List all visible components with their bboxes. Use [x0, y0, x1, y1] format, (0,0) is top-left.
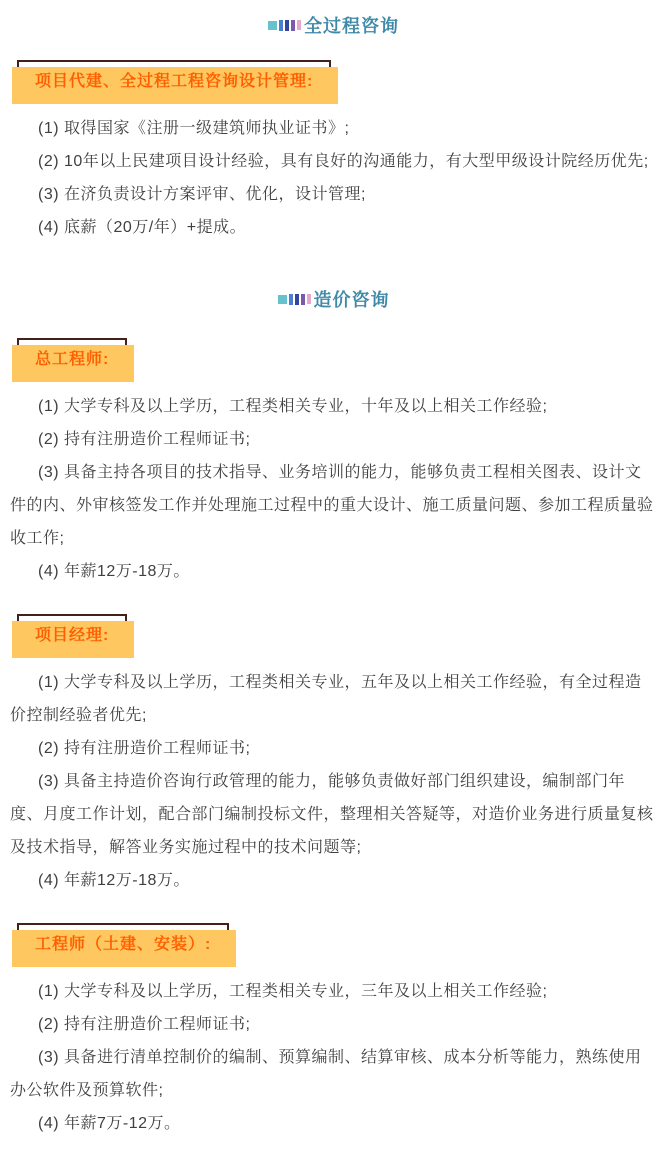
job-requirement-item: (4) 年薪12万-18万。	[38, 563, 190, 580]
section-heading-text: 全过程咨询	[304, 16, 399, 36]
job-requirements-list	[10, 390, 657, 588]
job-project-manager	[10, 614, 657, 897]
job-title-box: 总工程师:	[17, 338, 127, 378]
job-requirement-item: (4) 底薪（20万/年）+提成。	[38, 219, 247, 236]
job-requirement-item: (1) 取得国家《注册一级建筑师执业证书》;	[38, 120, 350, 137]
job-requirement-item: (3) 具备进行清单控制价的编制、预算编制、结算审核、成本分析等能力，熟练使用办公软件及预算软件;	[10, 1049, 642, 1099]
color-block	[307, 294, 311, 304]
job-requirement-item: (2) 持有注册造价工程师证书;	[38, 1016, 251, 1033]
section-heading-text: 造价咨询	[313, 290, 390, 310]
job-requirement-item: (3) 在济负责设计方案评审、优化，设计管理;	[38, 186, 366, 203]
section-heading-quanguocheng	[10, 12, 657, 38]
job-title-box: 工程师（土建、安装）:	[17, 923, 229, 963]
color-block	[268, 21, 277, 30]
job-chief-engineer	[10, 338, 657, 588]
job-requirement-item: (2) 持有注册造价工程师证书;	[38, 740, 251, 757]
job-requirement-item: (2) 10年以上民建项目设计经验，具有良好的沟通能力，有大型甲级设计院经历优先;	[38, 153, 649, 170]
job-project-agent-construction	[10, 60, 657, 244]
job-requirement-item: (1) 大学专科及以上学历，工程类相关专业，三年及以上相关工作经验;	[38, 983, 548, 1000]
color-block	[289, 294, 293, 305]
section-heading-zaojia	[10, 286, 657, 312]
job-title-box: 项目代建、全过程工程咨询设计管理:	[17, 60, 331, 100]
color-block	[301, 294, 305, 305]
job-requirement-item: (1) 大学专科及以上学历，工程类相关专业，十年及以上相关工作经验;	[38, 398, 548, 415]
color-block	[285, 20, 289, 31]
job-requirement-item: (3) 具备主持造价咨询行政管理的能力，能够负责做好部门组织建设，编制部门年度、月度工作计划，配合部门编制投标文件，整理相关答疑等，对造价业务进行质量复核及技术指导，解答业务实施过程中的技术问题等;	[10, 773, 654, 856]
job-requirement-item: (2) 持有注册造价工程师证书;	[38, 431, 251, 448]
color-block	[297, 20, 301, 30]
color-blocks-icon	[278, 294, 311, 305]
color-block	[278, 295, 287, 304]
job-engineer-civil-installation	[10, 923, 657, 1140]
color-blocks-icon	[268, 20, 301, 31]
job-requirement-item: (3) 具备主持各项目的技术指导、业务培训的能力，能够负责工程相关图表、设计文件的内、外审核签发工作并处理施工过程中的重大设计、施工质量问题、参加工程质量验收工作;	[10, 464, 654, 547]
job-requirements-list	[10, 112, 657, 244]
job-title-box: 项目经理:	[17, 614, 127, 654]
color-block	[291, 20, 295, 31]
job-requirement-item: (4) 年薪12万-18万。	[38, 872, 190, 889]
color-block	[279, 20, 283, 31]
job-requirement-item: (1) 大学专科及以上学历，工程类相关专业，五年及以上相关工作经验，有全过程造价控制经验者优先;	[10, 674, 642, 724]
job-requirement-item: (4) 年薪7万-12万。	[38, 1115, 181, 1132]
job-requirements-list	[10, 666, 657, 897]
color-block	[295, 294, 299, 305]
job-requirements-list	[10, 975, 657, 1140]
